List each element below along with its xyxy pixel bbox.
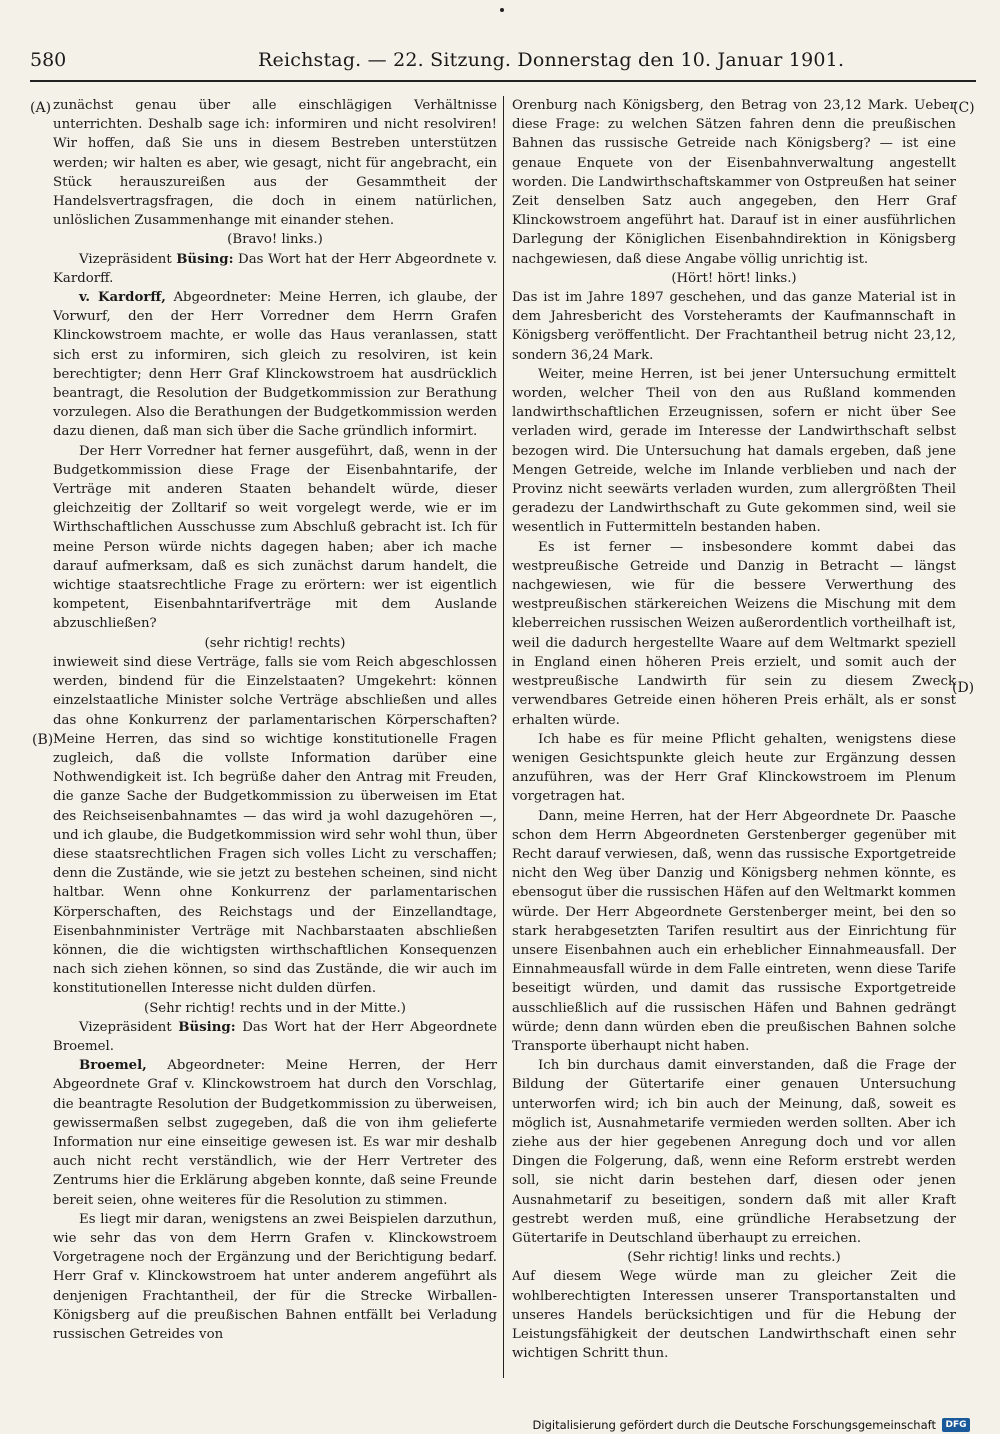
paragraph bbox=[53, 1018, 497, 1056]
paragraph: Weiter, meine Herren, ist bei jener Untersuchung ermittelt worden, welcher Theil von den aus Rußland kommenden landwirthschaftlichen Erzeugnissen, sofern er nicht über See verladen wird, gerade im Interesse der Landwirthschaft selbst bezogen wird. Die Untersuchung hat damals ergeben, daß jene Mengen Getreide, welche im Inlande verblieben und nach der Provinz nicht seewärts verladen wurden, zum allergrößten Theil geradezu der Landwirthschaft zu Gute gekommen sind, weil sie wesentlich in Futtermitteln bestanden haben. bbox=[512, 366, 956, 536]
speaker-name: Büsing: bbox=[178, 1019, 236, 1035]
paragraph: Der Herr Vorredner hat ferner ausgeführt, daß, wenn in der Budgetkommission diese Frage der Eisenbahntarife, der Verträge mit anderen Staaten behandelt würde, dieser gleichzeitig der Zolltarif so weit vorgelegt werde, wie er im Wirthschaftlichen Ausschusse zum Abschluß gebracht ist. Ich für meine Person würde nichts dagegen haben; aber ich mache darauf aufmerksam, daß es sich zunächst darum handelt, die wichtige staatsrechtliche Frage zu erörtern: wer ist eigentlich kompetent, Eisenbahntarifverträge mit dem Auslande abzuschließen? bbox=[53, 443, 497, 632]
paragraph: Das ist im Jahre 1897 geschehen, und das ganze Material ist in dem Jahresbericht des Vorsteheramts der Kaufmannschaft in Königsberg veröffentlicht. Der Frachtantheil betrug nicht 23,12, sondern 36,24 Mark. bbox=[512, 290, 956, 363]
dfg-logo-icon: DFG bbox=[942, 1418, 970, 1432]
speaker-title: Vizepräsident bbox=[79, 1019, 179, 1035]
margin-marker-c: (C) bbox=[953, 100, 975, 116]
speech-text: Das Wort hat der Herr Abgeordnete Broemel. bbox=[53, 1019, 497, 1054]
paragraph: Es liegt mir daran, wenigstens an zwei Beispielen darzuthun, wie sehr das von dem Herrn Grafen v. Klinckowstroem Vorgetragene noch der Ergänzung und der Berichtigung bedarf. Herr Graf v. Klinckowstroem hat unter anderem angeführt als denjenigen Frachtantheil, der für die Strecke Wirballen-Königsberg auf die preußischen Bahnen entfällt bei Verladung russischen Getreides von bbox=[53, 1211, 497, 1342]
paragraph: Es ist ferner — insbesondere kommt dabei das westpreußische Getreide und Danzig in Betracht — längst nachgewiesen, wie für die bessere Verwerthung des westpreußischen stärkereichen Weizens die Mischung mit dem kleberreichen russischen Weizen außerordentlich vortheilhaft ist, weil die dadurch hergestellte Waare auf dem Weltmarkt speziell in England einen höheren Preis erzielt, und somit auch der westpreußische Landwirth für sein zu diesem Zweck verwendbares Getreide einen höheren Preis erhält, als er sonst erhalten würde. bbox=[512, 539, 956, 728]
speaker-name: Büsing: bbox=[176, 251, 234, 267]
right-column bbox=[512, 96, 956, 1363]
interjection: (Sehr richtig! links und rechts.) bbox=[627, 1250, 841, 1266]
paragraph bbox=[53, 1056, 497, 1210]
speaker-name: v. Kardorff, bbox=[79, 290, 166, 306]
interjection: (Hört! hört! links.) bbox=[671, 270, 797, 286]
interjection: (Bravo! links.) bbox=[227, 232, 323, 248]
speech-text: Das Wort hat der Herr Abgeordnete v. Kardorff. bbox=[53, 251, 497, 286]
interjection: (sehr richtig! rechts) bbox=[204, 635, 346, 651]
margin-marker-a: (A) bbox=[30, 100, 52, 116]
footer-credit bbox=[533, 1416, 970, 1434]
margin-marker-d: (D) bbox=[952, 680, 975, 696]
header-dot bbox=[500, 8, 504, 12]
speech-text: Abgeordneter: Meine Herren, ich glaube, der Vorwurf, den der Herr Vorredner dem Herrn Grafen Klinckowstroem machte, er wolle das Haus veranlassen, statt sich erst zu informiren, sich gleich zu resolviren, ist kein berechtigter; denn Herr Graf Klinckowstroem hat ausdrücklich beantragt, die Resolution der Budgetkommission zur Berathung vorzulegen. Also die Berathungen der Budgetkommission werden dazu dienen, daß man sich über die Sache gründlich informirt. bbox=[53, 290, 497, 440]
paragraph: Dann, meine Herren, hat der Herr Abgeordnete Dr. Paasche schon dem Herrn Abgeordneten Gerstenberger gegenüber mit Recht darauf verwiesen, daß, wenn das russische Exportgetreide nicht den Weg über Danzig und Königsberg nehmen könnte, es ebensogut über die russischen Häfen auf den Weltmarkt kommen würde. Der Herr Abgeordnete Gerstenberger meint, bei den so stark herabgesetzten Tarifen resultirt aus der Einrichtung für unsere Eisenbahnen auch ein erheblicher Einnahmeausfall. Der Einnahmeausfall würde in dem Falle eintreten, wenn diese Tarife beseitigt würden, und damit das russische Exportgetreide ausschließlich auf die russischen Häfen und Bahnen gedrängt würde; denn dann würden eben die preußischen Bahnen solche Transporte überhaupt nicht haben. bbox=[512, 808, 956, 1054]
speaker-title: Vizepräsident bbox=[79, 251, 177, 267]
speech-text: Abgeordneter: Meine Herren, der Herr Abgeordnete Graf v. Klinckowstroem hat durch den Vorschlag, die beantragte Resolution der Budgetkommission zu überweisen, gewissermaßen selbst zugegeben, daß die von ihm gelieferte Information nur eine einseitige gewesen ist. Es war mir deshalb auch nicht recht verständlich, wie der Herr Vertreter des Zentrums hier die Erklärung abgeben konnte, daß seine Freunde bereit seien, ohne weiteres für die Resolution zu stimmen. bbox=[53, 1058, 497, 1208]
paragraph: inwieweit sind diese Verträge, falls sie vom Reich abgeschlossen werden, bindend für die Einzelstaaten? Umgekehrt: können einzelstaatliche Minister solche Verträge abschließen und alles das ohne Konkurrenz der parlamentarischen Körperschaften? Meine Herren, das sind so wichtige konstitutionelle Fragen zugleich, daß die vollste Information darüber eine Nothwendigkeit ist. Ich begrüße daher den Antrag mit Freuden, die ganze Sache der Budgetkommission zu überweisen im Etat des Reichseisenbahnamtes — das wird ja wohl dazugehören —, und ich glaube, die Budgetkommission wird sehr wohl thun, über diese staatsrechtlichen Fragen sich volles Licht zu verschaffen; denn die Zustände, wie sie jetzt zu bestehen scheinen, sind nicht haltbar. Wenn ohne Konkurrenz der parlamentarischen Körperschaften, des Reichstags und der Einzellandtage, Eisenbahnminister Verträge mit Nachbarstaaten abschließen können, die die wichtigsten wirthschaftlichen Konsequenzen nach sich ziehen können, so sind das Zustände, die wir auch im konstitutionellen Interesse nicht dulden dürfen. bbox=[53, 654, 497, 997]
paragraph: Ich bin durchaus damit einverstanden, daß die Frage der Bildung der Gütertarife einer genauen Untersuchung unterworfen wird; ich bin auch der Meinung, daß, soweit es möglich ist, Ausnahmetarife vermieden werden sollten. Aber ich ziehe aus der hier gegebenen Anregung doch und vor allen Dingen die Folgerung, daß, wenn eine Reform erstrebt werden soll, sie nicht darin bestehen darf, diesen oder jenen Ausnahmetarif zu beseitigen, sondern daß mit aller Kraft gestrebt werden muß, eine gründliche Herabsetzung der Gütertarife in Deutschland überhaupt zu erreichen. bbox=[512, 1058, 956, 1246]
paragraph bbox=[53, 250, 497, 288]
running-title: Reichstag. — 22. Sitzung. Donnerstag den 10. Januar 1901. bbox=[258, 49, 845, 71]
speaker-name: Broemel, bbox=[79, 1058, 147, 1074]
paragraph: Orenburg nach Königsberg, den Betrag von 23,12 Mark. Ueber diese Frage: zu welchen Sätzen fahren denn die preußischen Bahnen das russische Getreide nach Königsberg? — ist eine genaue Enquete von der Eisenbahnverwaltung angestellt worden. Die Landwirthschaftskammer von Ostpreußen hat seiner Zeit denselben Satz auch angegeben, den Herr Graf Klinckowstroem angeführt hat. Darauf ist in einer ausführlichen Darlegung der Königlichen Eisenbahndirektion in Königsberg nachgewiesen, daß diese Angabe völlig unrichtig ist. bbox=[512, 98, 956, 267]
margin-marker-b: (B) bbox=[32, 732, 54, 748]
left-column bbox=[53, 96, 497, 1344]
page-header bbox=[30, 46, 976, 74]
paragraph: zunächst genau über alle einschlägigen Verhältnisse unterrichten. Deshalb sage ich: informiren und nicht resolviren! Wir hoffen, daß Sie uns in diesem Bestreben unterstützen werden; wir halten es aber, wie gesagt, nicht für angebracht, ein Stück herauszureißen aus der Gesammtheit der Handelsvertragsfragen, die doch in einem natürlichen, unlöslichen Zusammenhange mit einander stehen. bbox=[53, 98, 497, 229]
page-number: 580 bbox=[30, 49, 67, 71]
paragraph: Ich habe es für meine Pflicht gehalten, wenigstens diese wenigen Gesichtspunkte gleich heute zur Ergänzung dessen anzuführen, was der Herr Graf Klinckowstroem im Plenum vorgetragen hat. bbox=[512, 731, 956, 805]
paragraph: Auf diesem Wege würde man zu gleicher Zeit die wohlberechtigten Interessen unserer Transportanstalten und unseres Handels berücksichtigen und für die Hebung der Leistungsfähigkeit der deutschen Landwirthschaft einen sehr wichtigen Schritt thun. bbox=[512, 1269, 956, 1362]
footer-credit-text: Digitalisierung gefördert durch die Deutsche Forschungsgemeinschaft bbox=[532, 1418, 936, 1432]
paragraph bbox=[53, 288, 497, 442]
column-divider bbox=[503, 96, 504, 1378]
interjection: (Sehr richtig! rechts und in der Mitte.) bbox=[144, 1000, 406, 1016]
header-rule bbox=[30, 80, 976, 82]
